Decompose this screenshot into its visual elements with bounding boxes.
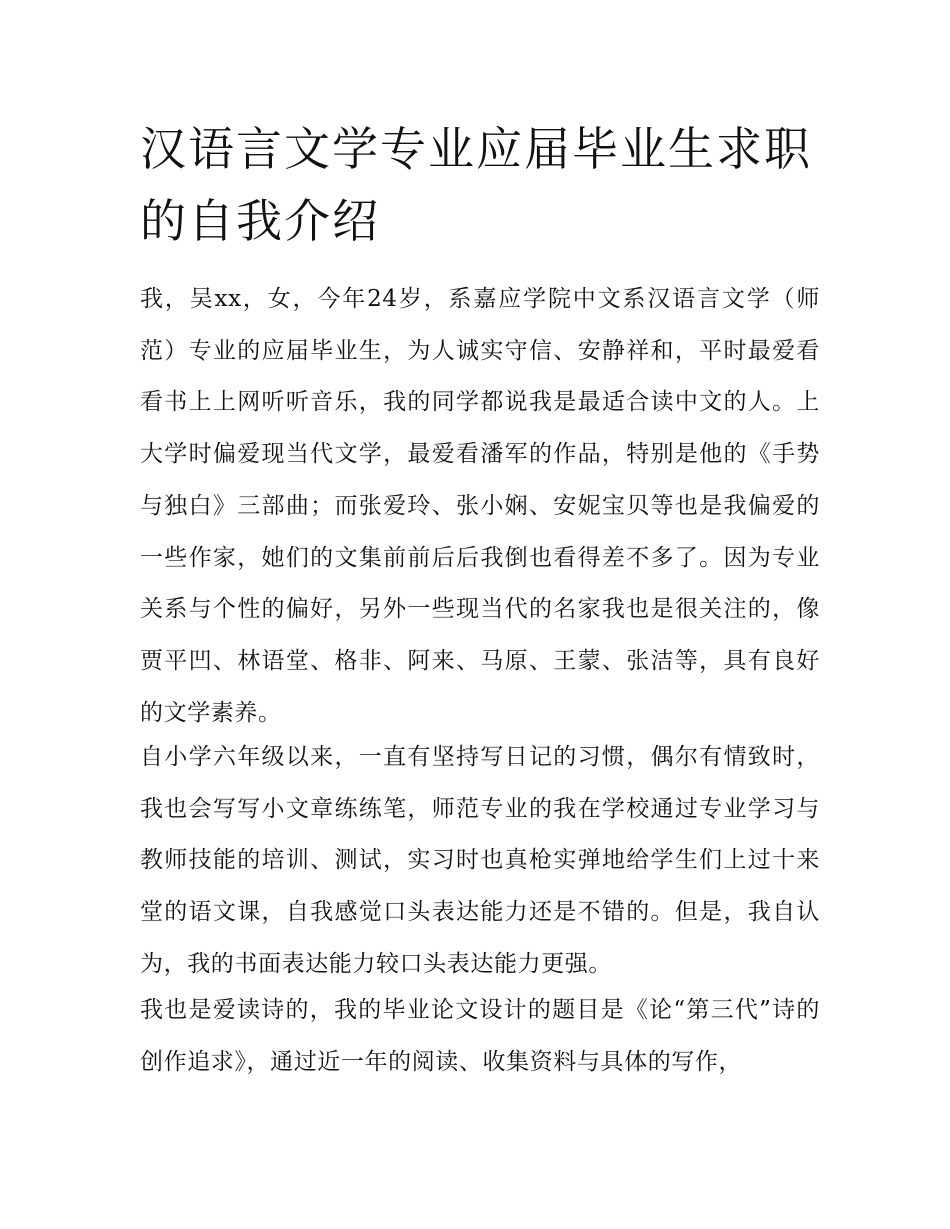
paragraph-writing-habits: 自小学六年级以来，一直有坚持写日记的习惯，偶尔有情致时，我也会写写小文章练练笔，师范专业的我在学校通过专业学习与教师技能的培训、测试，实习时也真枪实弹地给学生们上过十来堂的语文课，自我感觉口头表达能力还是不错的。但是，我自认为，我的书面表达能力较口头表达能力更强。 xyxy=(140,744,820,977)
paragraph-poetry: 我也是爱读诗的，我的毕业论文设计的题目是《论“第三代”诗的创作追求》，通过近一年的阅读、收集资料与具体的写作， xyxy=(140,997,820,1075)
paragraph-self-intro: 我，吴xx，女，今年24岁，系嘉应学院中文系汉语言文学（师范）专业的应届毕业生，为人诚实守信、安静祥和，平时最爱看看书上上网听听音乐，我的同学都说我是最适合读中文的人。上大学时偏爱现当代文学，最爱看潘军的作品，特别是他的《手势与独白》三部曲；而张爱玲、张小娴、安妮宝贝等也是我偏爱的一些作家，她们的文集前前后后我倒也看得差不多了。因为专业关系与个性的偏好，另外一些现当代的名家我也是很关注的，像贾平凹、林语堂、格非、阿来、马原、王蒙、张洁等，具有良好的文学素养。 xyxy=(140,286,820,726)
document-title: 汉语言文学专业应届毕业生求职的自我介绍 xyxy=(140,122,812,248)
